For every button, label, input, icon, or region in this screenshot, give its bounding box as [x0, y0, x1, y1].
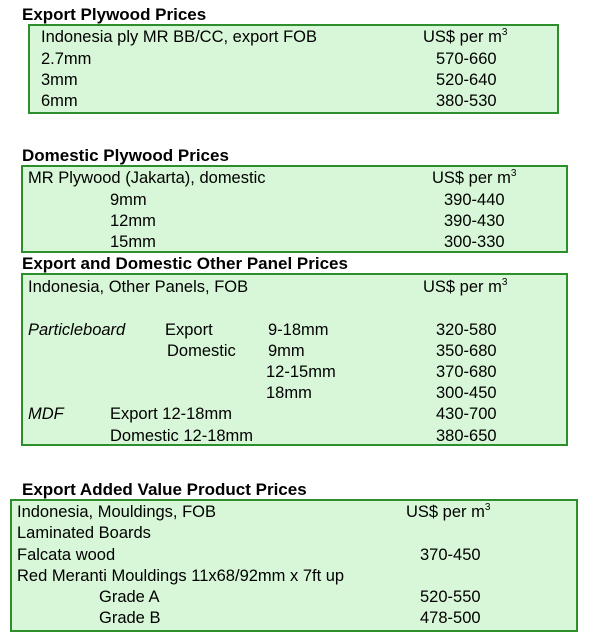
list-item: 9mm [268, 342, 305, 360]
particleboard-label: Particleboard [28, 321, 126, 339]
domestic-plywood-unit: US$ per $m^3$ [432, 168, 517, 187]
list-item: Laminated Boards [17, 524, 151, 542]
domestic-plywood-title: Domestic Plywood Prices [22, 146, 229, 165]
added-value-title: Export Added Value Product Prices [22, 480, 307, 499]
price-value: 320-580 [436, 321, 497, 339]
price-value: 478-500 [420, 609, 481, 627]
list-item: 18mm [266, 384, 312, 402]
list-item: 12mm [110, 212, 156, 230]
added-value-unit: US$ per $m^3$ [406, 502, 491, 521]
price-value: 370-680 [436, 363, 497, 381]
price-value: 380-650 [436, 427, 497, 445]
list-item: Export 12-18mm [110, 405, 232, 423]
list-item: 3mm [41, 71, 78, 89]
price-value: 300-330 [444, 233, 505, 251]
list-item: Domestic 12-18mm [110, 427, 254, 445]
price-value: 300-450 [436, 384, 497, 402]
export-plywood-title: Export Plywood Prices [22, 5, 207, 24]
added-value-header-label: Indonesia, Mouldings, FOB [17, 503, 217, 521]
export-plywood-header-label: Indonesia ply MR BB/CC, export FOB [41, 28, 318, 46]
price-value: 370-450 [420, 546, 481, 564]
list-item: 9mm [110, 191, 147, 209]
list-item: 2.7mm [41, 50, 92, 68]
price-value: 520-640 [436, 71, 497, 89]
particleboard-domestic-label: Domestic [167, 342, 236, 360]
price-value: 570-660 [436, 50, 497, 68]
price-value: 390-430 [444, 212, 505, 230]
list-item: 6mm [41, 92, 78, 110]
other-panels-unit: US$ per $m^3$ [423, 277, 508, 296]
other-panels-header-label: Indonesia, Other Panels, FOB [28, 278, 249, 296]
list-item: Grade A [99, 588, 160, 606]
price-value: 380-530 [436, 92, 497, 110]
list-item: Falcata wood [17, 546, 116, 564]
list-item: 9-18mm [268, 321, 329, 339]
price-value: 390-440 [444, 191, 505, 209]
export-plywood-unit: US$ per $m^3$ [423, 27, 508, 46]
other-panels-title: Export and Domestic Other Panel Prices [22, 254, 348, 273]
list-item: 12-15mm [266, 363, 336, 381]
price-value: 350-680 [436, 342, 497, 360]
list-item: Red Meranti Mouldings 11x68/92mm x 7ft up [17, 567, 345, 585]
price-value: 430-700 [436, 405, 497, 423]
particleboard-export-label: Export [165, 321, 213, 339]
price-value: 520-550 [420, 588, 481, 606]
mdf-label: MDF [28, 405, 64, 423]
domestic-plywood-header-label: MR Plywood (Jakarta), domestic [28, 169, 266, 187]
list-item: 15mm [110, 233, 156, 251]
list-item: Grade B [99, 609, 161, 627]
